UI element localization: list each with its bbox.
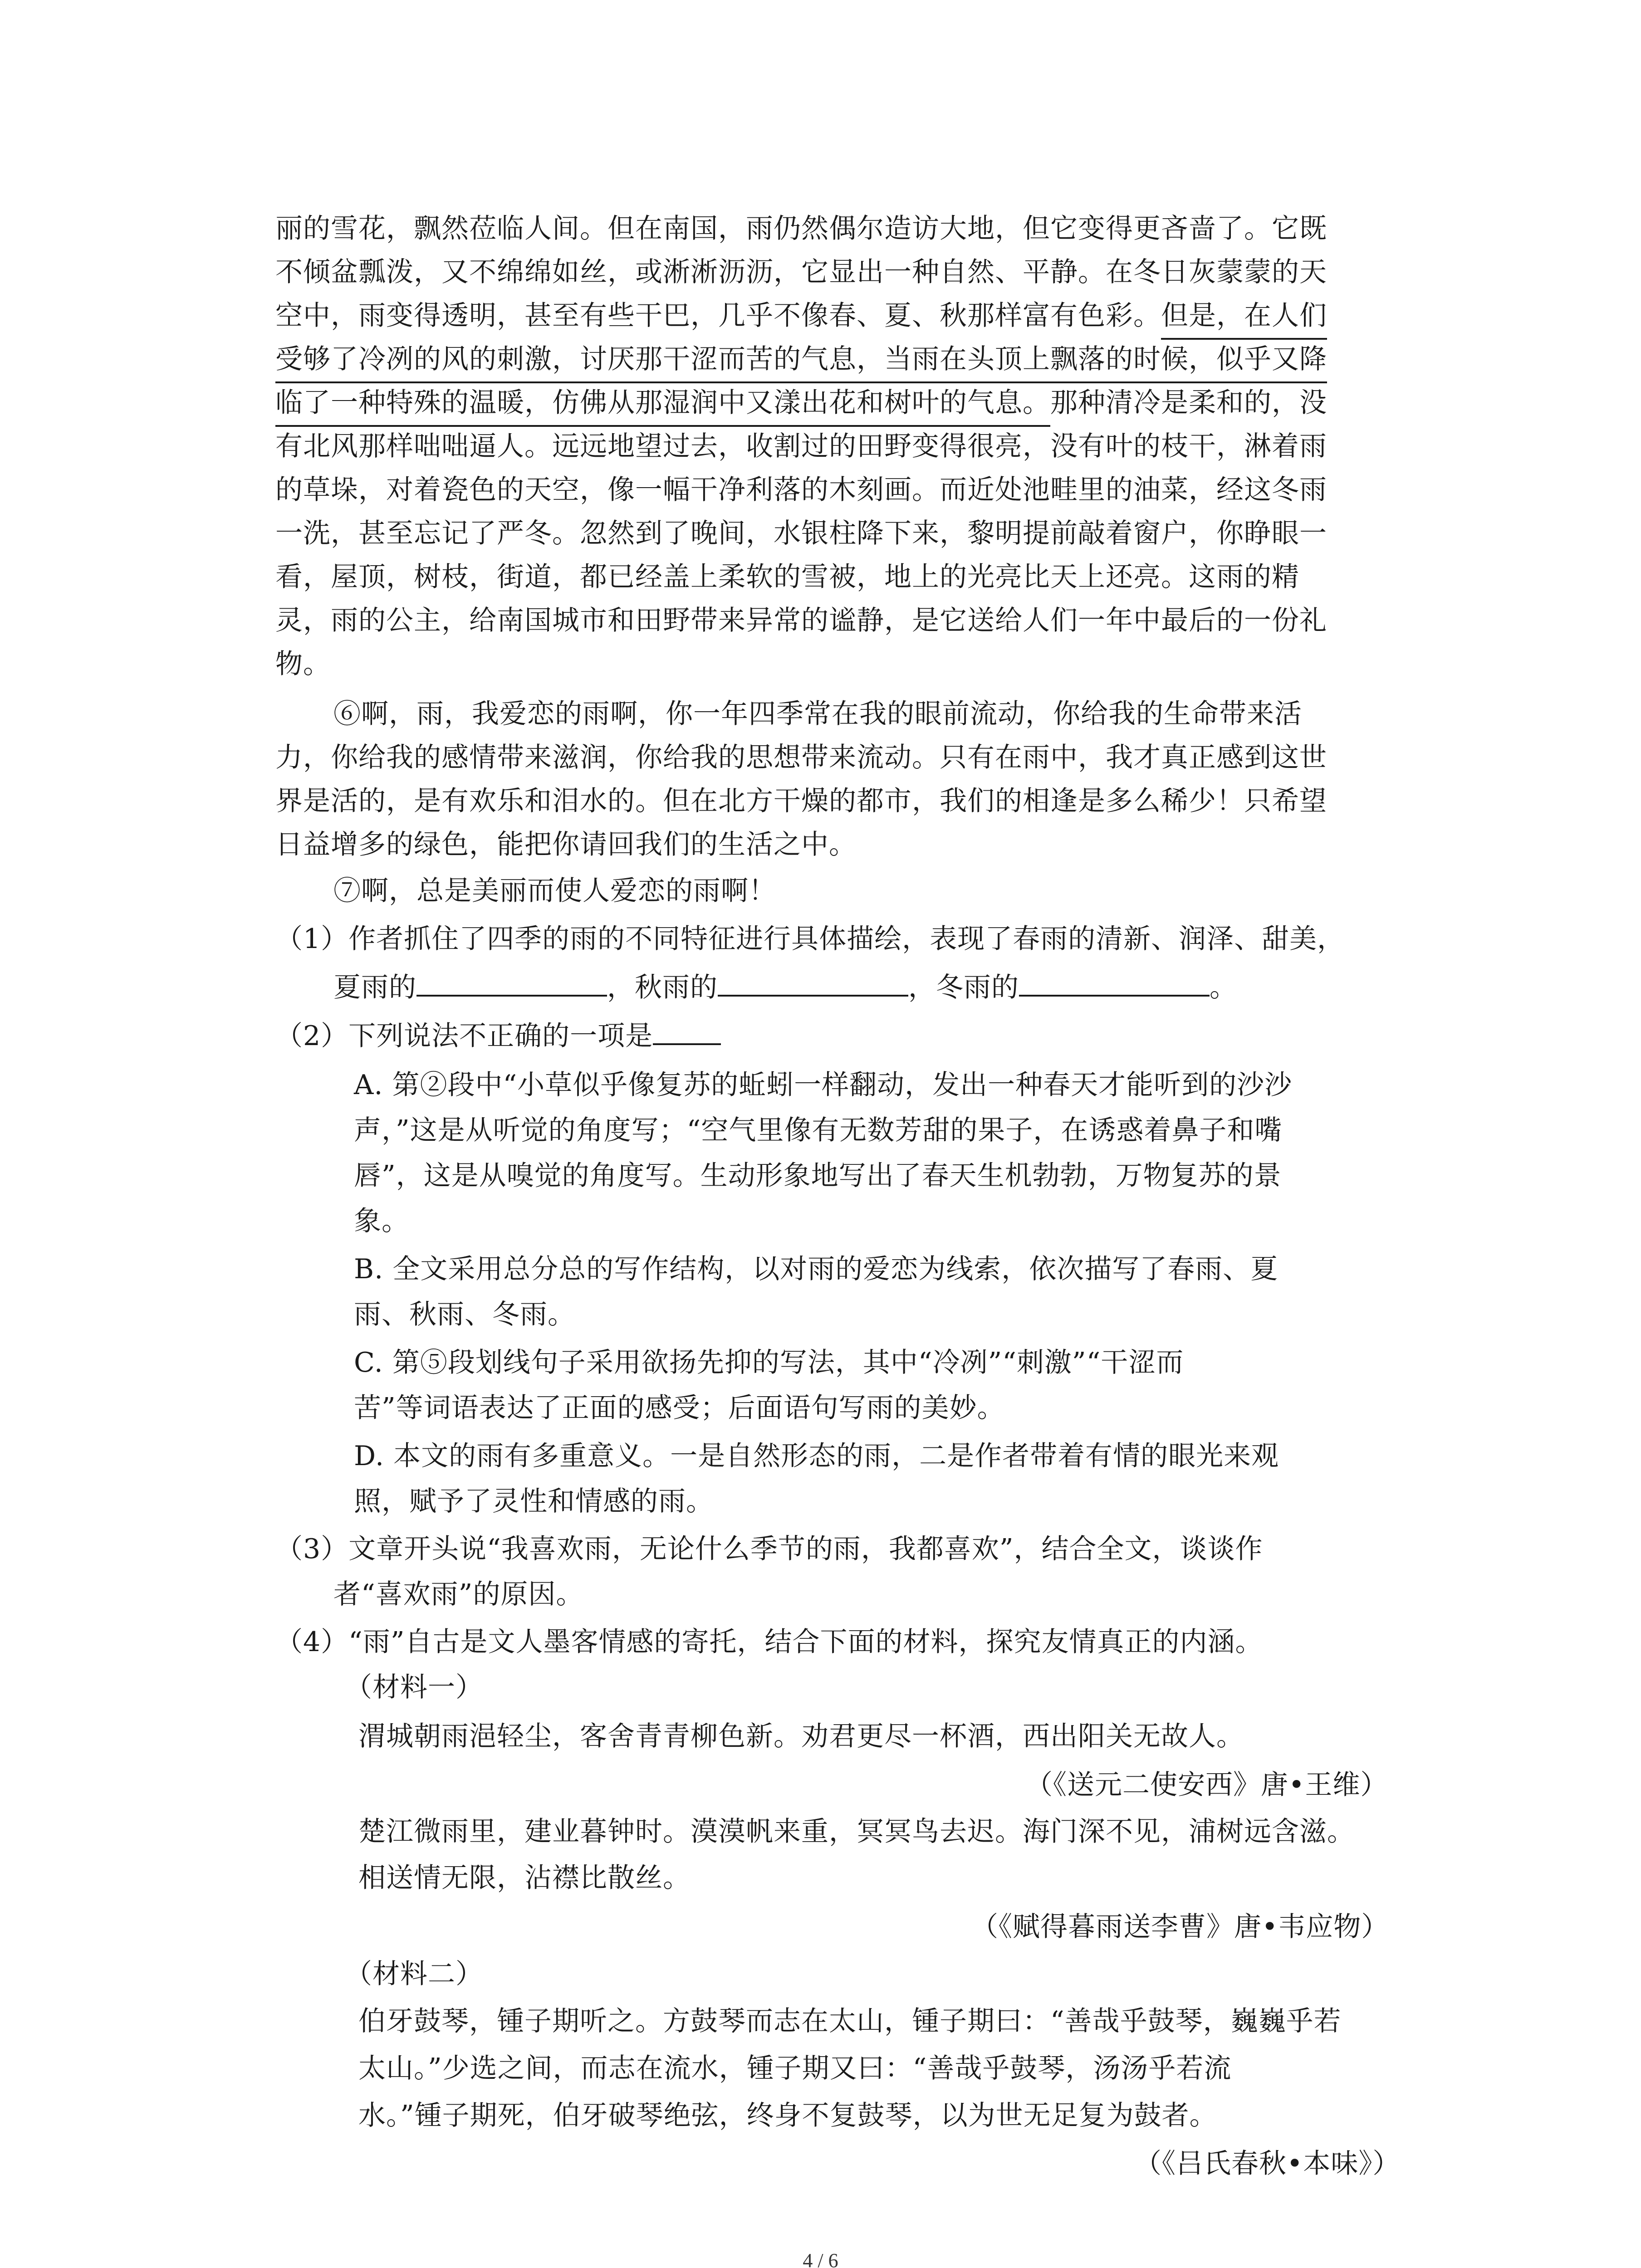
option-c: C. 第⑤段划线句子采用欲扬先抑的写法，其中“冷冽”“刺激”“干涩而 <box>354 1347 1184 1378</box>
answer-blank-winter[interactable] <box>1019 977 1210 997</box>
passage-line: 的草垛，对着瓷色的天空，像一幅干净利落的木刻画。而近处池畦里的油菜，经这冬雨 <box>275 474 1327 506</box>
material-source: （《送元二使安西》唐•王维） <box>1025 1769 1388 1801</box>
material-source: （《赋得暮雨送李曹》唐•韦应物） <box>971 1911 1389 1943</box>
passage-line: 界是活的，是有欢乐和泪水的。但在北方干燥的都市，我们的相逢是多么稀少！只希望 <box>275 785 1327 817</box>
option-a: 唇”，这是从嗅觉的角度写。生动形象地写出了春天生机勃勃，万物复苏的景 <box>354 1160 1282 1192</box>
passage-line: 看，屋顶，树枝，街道，都已经盖上柔软的雪被，地上的光亮比天上还亮。这雨的精 <box>275 561 1299 593</box>
passage-text: 那种清冷是柔和的，没 <box>1050 387 1327 419</box>
material-text: 渭城朝雨浥轻尘，客舍青青柳色新。劝君更尽一杯酒，西出阳关无故人。 <box>358 1721 1244 1752</box>
passage-line <box>275 387 1327 419</box>
material-source: （《吕氏春秋•本味》） <box>1134 2148 1401 2180</box>
passage-text: 空中，雨变得透明，甚至有些干巴，几乎不像春、夏、秋那样富有色彩。 <box>275 300 1161 332</box>
option-a: 象。 <box>354 1205 409 1237</box>
option-c: 苦”等词语表达了正面的感受；后面语句写雨的美妙。 <box>354 1392 1005 1424</box>
option-b: 雨、秋雨、冬雨。 <box>354 1299 575 1330</box>
passage-line: 有北风那样咄咄逼人。远远地望过去，收割过的田野变得很亮，没有叶的枝干，淋着雨 <box>275 430 1327 462</box>
option-d: D. 本文的雨有多重意义。一是自然形态的雨，二是作者带着有情的眼光来观 <box>354 1440 1279 1472</box>
passage-line: 一洗，甚至忘记了严冬。忽然到了晚间，水银柱降下来，黎明提前敲着窗户，你睁眼一 <box>275 518 1327 549</box>
underlined-sentence: 但是，在人们 <box>1161 300 1327 340</box>
material-text: 伯牙鼓琴，锺子期听之。方鼓琴而志在太山，锺子期曰：“善哉乎鼓琴，巍巍乎若 <box>358 2005 1342 2037</box>
passage-line <box>275 343 1327 375</box>
passage-line: ⑥啊，雨，我爱恋的雨啊，你一年四季常在我的眼前流动，你给我的生命带来活 <box>333 698 1302 730</box>
question-1: （1）作者抓住了四季的雨的不同特征进行具体描绘，表现了春雨的清新、润泽、甜美， <box>275 923 1345 955</box>
passage-line: 物。 <box>275 648 331 680</box>
material-heading: （材料二） <box>345 1958 483 1990</box>
answer-blank-summer[interactable] <box>416 977 607 997</box>
answer-blank-q2[interactable] <box>653 1025 721 1045</box>
answer-blank-autumn[interactable] <box>718 977 908 997</box>
material-heading: （材料一） <box>345 1672 483 1703</box>
passage-line: 灵，雨的公主，给南国城市和田野带来异常的谧静，是它送给人们一年中最后的一份礼 <box>275 605 1327 636</box>
question-2: （2）下列说法不正确的一项是 <box>275 1022 721 1050</box>
passage-line: ⑦啊，总是美丽而使人爱恋的雨啊！ <box>333 875 776 907</box>
passage-line: 力，你给我的感情带来滋润，你给我的思想带来流动。只有在雨中，我才真正感到这世 <box>275 742 1327 773</box>
underlined-sentence: 受够了冷冽的风的刺激，讨厌那干涩而苦的气息，当雨在头顶上飘落的时候，似乎又降 <box>275 343 1327 383</box>
material-text: 相送情无限，沾襟比散丝。 <box>358 1862 691 1894</box>
passage-line: 丽的雪花，飘然莅临人间。但在南国，雨仍然偶尔造访大地，但它变得更吝啬了。它既 <box>275 213 1327 244</box>
question-3: （3）文章开头说“我喜欢雨，无论什么季节的雨，我都喜欢”，结合全文，谈谈作 <box>275 1533 1263 1565</box>
question-3: 者“喜欢雨”的原因。 <box>333 1579 584 1610</box>
material-text: 楚江微雨里，建业暮钟时。漠漠帆来重，冥冥鸟去迟。海门深不见，浦树远含滋。 <box>358 1816 1355 1848</box>
option-a: 声，”这是从听觉的角度写；“空气里像有无数芳甜的果子，在诱惑着鼻子和嘴 <box>354 1114 1283 1146</box>
question-4: （4）“雨”自古是文人墨客情感的寄托，结合下面的材料，探究友情真正的内涵。 <box>275 1626 1263 1658</box>
option-b: B. 全文采用总分总的写作结构，以对雨的爱恋为线索，依次描写了春雨、夏 <box>354 1253 1279 1285</box>
passage-line: 日益增多的绿色，能把你请回我们的生活之中。 <box>275 829 857 860</box>
underlined-sentence: 临了一种特殊的温暖，仿佛从那湿润中又漾出花和树叶的气息。 <box>275 387 1050 427</box>
passage-line: 不倾盆瓢泼，又不绵绵如丝，或淅淅沥沥，它显出一种自然、平静。在冬日灰蒙蒙的天 <box>275 256 1327 288</box>
question-1-blanks: 夏雨的 ，秋雨的 ，冬雨的 。 <box>333 972 1237 1003</box>
material-text: 水。”锺子期死，伯牙破琴绝弦，终身不复鼓琴，以为世无足复为鼓者。 <box>358 2100 1217 2131</box>
page-number: 4 / 6 <box>803 2249 838 2268</box>
option-d: 照，赋予了灵性和情感的雨。 <box>354 1486 714 1517</box>
passage-line <box>275 300 1327 332</box>
material-text: 太山。”少选之间，而志在流水，锺子期又曰：“善哉乎鼓琴，汤汤乎若流 <box>358 2053 1232 2084</box>
option-a: A. 第②段中“小草似乎像复苏的蚯蚓一样翻动，发出一种春天才能听到的沙沙 <box>354 1069 1293 1101</box>
